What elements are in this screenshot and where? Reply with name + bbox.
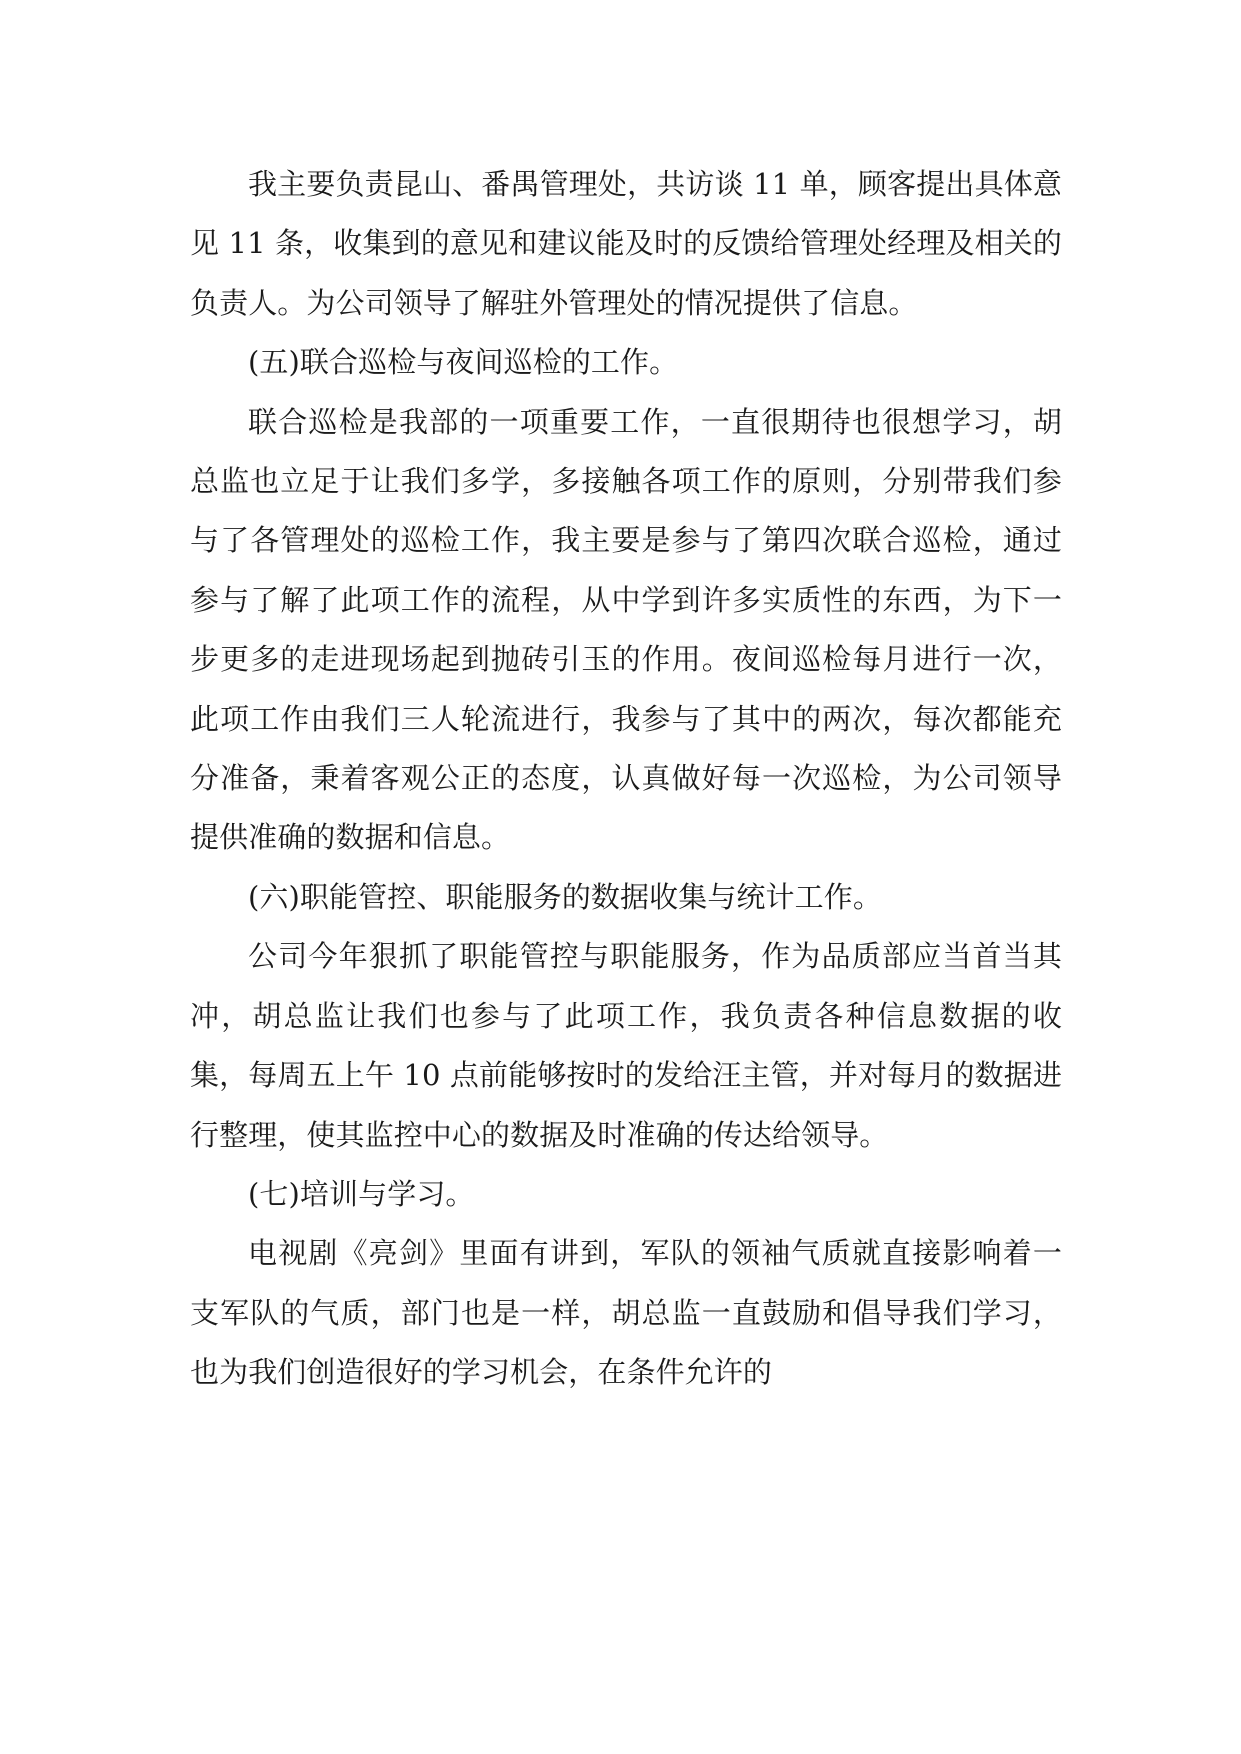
paragraph-data-collection: 公司今年狠抓了职能管控与职能服务，作为品质部应当首当其冲，胡总监让我们也参与了此项工作，我负责各种信息数据的收集，每周五上午 10 点前能够按时的发给汪主管，并对每月的数据进行整理，使其监控中心的数据及时准确的传达给领导。	[190, 939, 1062, 1152]
section-heading-joint-inspection: (五)联合巡检与夜间巡检的工作。	[248, 345, 679, 380]
paragraph-joint-inspection: 联合巡检是我部的一项重要工作，一直很期待也很想学习，胡总监也立足于让我们多学，多接触各项工作的原则，分别带我们参与了各管理处的巡检工作，我主要是参与了第四次联合巡检，通过参与了解了此项工作的流程，从中学到许多实质性的东西，为下一步更多的走进现场起到抛砖引玉的作用。夜间巡检每月进行一次，此项工作由我们三人轮流进行，我参与了其中的两次，每次都能充分准备，秉着客观公正的态度，认真做好每一次巡检，为公司领导提供准确的数据和信息。	[190, 404, 1062, 855]
section-heading-training: (七)培训与学习。	[248, 1176, 475, 1211]
section-heading-data-collection: (六)职能管控、职能服务的数据收集与统计工作。	[248, 879, 882, 914]
paragraph-visit-summary: 我主要负责昆山、番禺管理处，共访谈 11 单，顾客提出具体意见 11 条，收集到的意见和建议能及时的反馈给管理处经理及相关的负责人。为公司领导了解驻外管理处的情况提供了信息。	[190, 167, 1062, 320]
paragraph-training: 电视剧《亮剑》里面有讲到，军队的领袖气质就直接影响着一支军队的气质，部门也是一样，胡总监一直鼓励和倡导我们学习，也为我们创造很好的学习机会，在条件允许的	[190, 1236, 1062, 1390]
document-body	[190, 155, 1062, 1403]
